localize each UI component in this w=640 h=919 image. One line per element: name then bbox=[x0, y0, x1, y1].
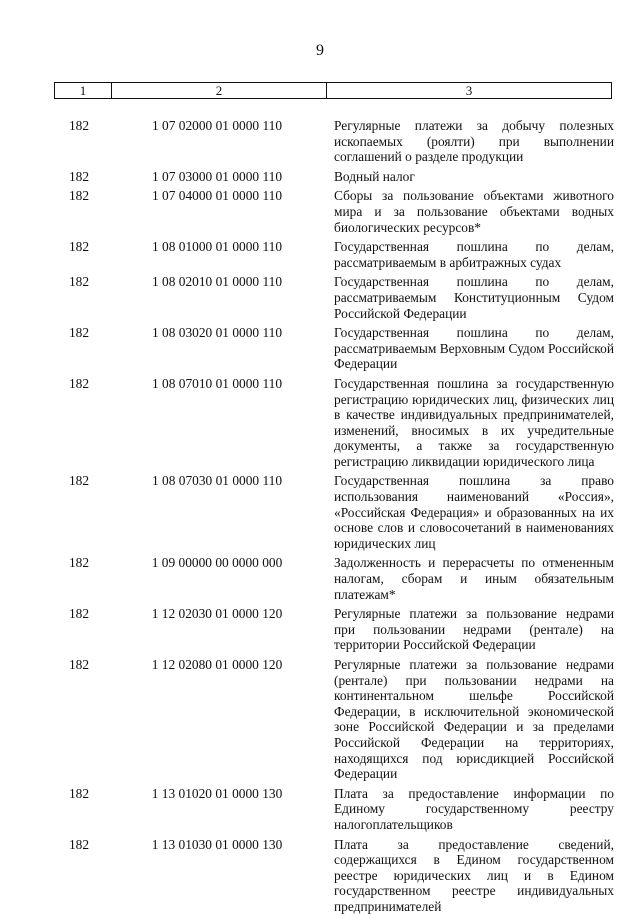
revenue-name: Государственная пошлина по делам, рассматриваемым Верховным Судом Российской Федерации bbox=[334, 325, 614, 372]
revenue-code: 1 08 02010 01 0000 110 bbox=[151, 274, 283, 290]
admin-code: 182 bbox=[68, 836, 90, 852]
revenue-name: Государственная пошлина за право использования наименований «Россия», «Российская Федерация» и образованных на их основе слов и словосочетаний в наименованиях юридических лиц bbox=[334, 473, 614, 551]
table-row bbox=[54, 118, 614, 165]
revenue-code: 1 08 07010 01 0000 110 bbox=[151, 375, 283, 391]
revenue-code: 1 12 02080 01 0000 120 bbox=[151, 657, 283, 672]
admin-code: 182 bbox=[68, 188, 90, 204]
revenue-name: Задолженность и перерасчеты по отмененным налогам, сборам и иным обязательным платежам* bbox=[334, 555, 614, 602]
admin-code: 182 bbox=[68, 274, 90, 290]
admin-code: 182 bbox=[68, 657, 90, 672]
revenue-name: Государственная пошлина по делам, рассматриваемым в арбитражных судах bbox=[334, 239, 614, 270]
revenue-name: Государственная пошлина по делам, рассматриваемым Конституционным Судом Российской Федерации bbox=[334, 274, 614, 321]
revenue-name: Сборы за пользование объектами животного мира и за пользование объектами водных биологических ресурсов* bbox=[334, 188, 614, 235]
revenue-name: Регулярные платежи за пользование недрами при пользовании недрами (рентале) на территории Российской Федерации bbox=[334, 606, 614, 653]
revenue-code: 1 09 00000 00 0000 000 bbox=[151, 555, 283, 571]
admin-code: 182 bbox=[68, 785, 90, 801]
table-row bbox=[54, 657, 614, 782]
revenue-code: 1 07 02000 01 0000 110 bbox=[151, 118, 283, 133]
table-row bbox=[54, 606, 614, 653]
table-row bbox=[54, 274, 614, 321]
revenue-name: Регулярные платежи за пользование недрами (рентале) при пользовании недрами на континентальном шельфе Российской Федерации, в исключительной экономической зоне Российской Федерации и за пределами Российской Федерации на территориях, находящихся под юрисдикцией Российской Федерации bbox=[334, 657, 614, 782]
admin-code: 182 bbox=[68, 168, 90, 184]
table-row bbox=[54, 376, 614, 470]
admin-code: 182 bbox=[68, 606, 90, 622]
revenue-name: Плата за предоставление сведений, содержащихся в Едином государственном реестре юридических лиц и в Едином государственном реестре индивидуальных предпринимателей bbox=[334, 836, 614, 914]
header-col-3: 3 bbox=[465, 83, 473, 98]
revenue-code: 1 13 01030 01 0000 130 bbox=[151, 836, 283, 852]
revenue-code: 1 12 02030 01 0000 120 bbox=[151, 606, 283, 622]
table-header bbox=[54, 82, 612, 99]
table-row bbox=[54, 786, 614, 833]
revenue-code: 1 13 01020 01 0000 130 bbox=[151, 785, 283, 801]
table-row bbox=[54, 473, 614, 551]
table-row bbox=[54, 837, 614, 915]
revenue-name: Плата за предоставление информации по Единому государственному реестру налогоплательщиков bbox=[334, 785, 614, 832]
page-number: 9 bbox=[316, 42, 324, 59]
table-row bbox=[54, 555, 614, 602]
revenue-name: Водный налог bbox=[334, 168, 415, 184]
revenue-name: Регулярные платежи за добычу полезных ископаемых (роялти) при выполнении соглашений о разделе продукции bbox=[334, 118, 614, 165]
admin-code: 182 bbox=[68, 375, 90, 391]
table-row bbox=[54, 325, 614, 372]
table-row bbox=[54, 188, 614, 235]
admin-code: 182 bbox=[68, 118, 90, 133]
admin-code: 182 bbox=[68, 325, 90, 341]
revenue-code: 1 08 07030 01 0000 110 bbox=[151, 473, 283, 489]
admin-code: 182 bbox=[68, 555, 90, 571]
table-row bbox=[54, 169, 614, 185]
revenue-code: 1 07 04000 01 0000 110 bbox=[151, 188, 283, 204]
admin-code: 182 bbox=[68, 239, 90, 255]
admin-code: 182 bbox=[68, 473, 90, 489]
revenue-name: Государственная пошлина за государственную регистрацию юридических лиц, физических лиц в качестве индивидуальных предпринимателей, изменений, вносимых в их учредительные документы, а также за государственную регистрацию ликвидации юридического лица bbox=[334, 375, 614, 469]
header-col-1: 1 bbox=[55, 83, 112, 98]
revenue-code: 1 07 03000 01 0000 110 bbox=[151, 168, 283, 184]
revenue-code: 1 08 03020 01 0000 110 bbox=[151, 325, 283, 341]
table-row bbox=[54, 239, 614, 270]
revenue-code: 1 08 01000 01 0000 110 bbox=[151, 239, 283, 255]
table-body bbox=[54, 118, 614, 919]
header-col-2: 2 bbox=[112, 83, 327, 98]
